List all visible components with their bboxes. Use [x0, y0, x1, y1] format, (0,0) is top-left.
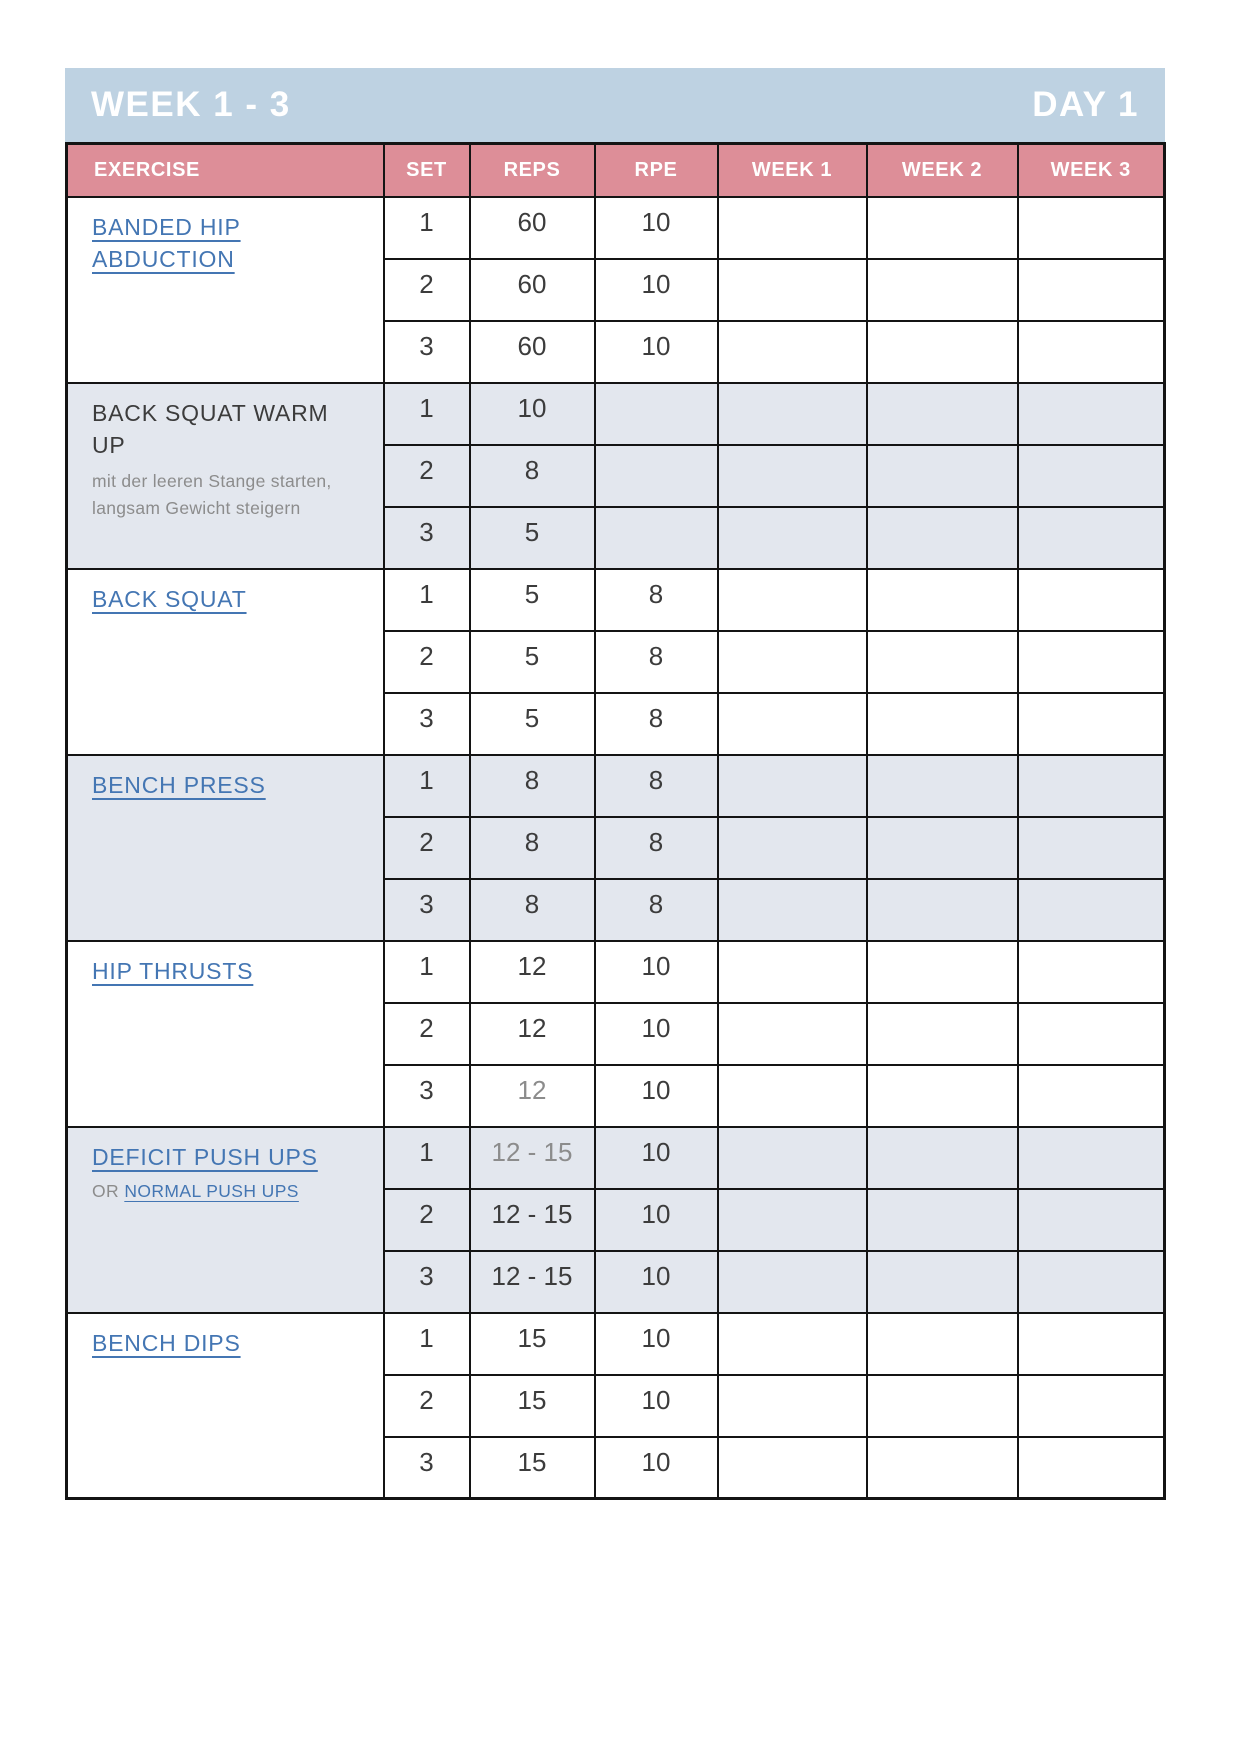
rpe-cell: 10	[595, 941, 718, 1003]
exercise-cell-banded-hip-abduction	[67, 197, 384, 383]
rpe-cell: 8	[595, 631, 718, 693]
reps-cell: 5	[470, 631, 595, 693]
rpe-cell	[595, 445, 718, 507]
rpe-cell: 10	[595, 1127, 718, 1189]
week1-entry-cell	[718, 445, 867, 507]
exercise-cell-bench-press	[67, 755, 384, 941]
set-number-cell: 2	[384, 1189, 470, 1251]
reps-cell: 12	[470, 1065, 595, 1127]
rpe-cell: 8	[595, 755, 718, 817]
rpe-cell: 10	[595, 1251, 718, 1313]
week1-entry-cell	[718, 1437, 867, 1499]
week3-entry-cell	[1018, 1003, 1165, 1065]
reps-cell: 5	[470, 693, 595, 755]
week2-entry-cell	[867, 1003, 1018, 1065]
table-row	[67, 941, 1165, 1003]
rpe-cell: 10	[595, 1189, 718, 1251]
table-row	[67, 197, 1165, 259]
week3-entry-cell	[1018, 631, 1165, 693]
rpe-cell: 10	[595, 321, 718, 383]
exercise-cell-bench-dips	[67, 1313, 384, 1499]
rpe-cell: 10	[595, 1003, 718, 1065]
week3-entry-cell	[1018, 1189, 1165, 1251]
week3-entry-cell	[1018, 259, 1165, 321]
reps-cell: 15	[470, 1437, 595, 1499]
week3-entry-cell	[1018, 1251, 1165, 1313]
week2-entry-cell	[867, 1313, 1018, 1375]
week2-entry-cell	[867, 693, 1018, 755]
week2-entry-cell	[867, 1375, 1018, 1437]
reps-cell: 12 - 15	[470, 1127, 595, 1189]
week1-entry-cell	[718, 1127, 867, 1189]
reps-cell: 12	[470, 941, 595, 1003]
reps-cell: 8	[470, 879, 595, 941]
reps-cell: 15	[470, 1313, 595, 1375]
exercise-link-bench-dips[interactable]: BENCH DIPS	[92, 1329, 241, 1356]
header-row	[67, 144, 1165, 197]
week2-entry-cell	[867, 1127, 1018, 1189]
table-row	[67, 755, 1165, 817]
exercise-cell-back-squat	[67, 569, 384, 755]
rpe-cell: 10	[595, 1065, 718, 1127]
week2-entry-cell	[867, 1189, 1018, 1251]
rpe-cell: 10	[595, 197, 718, 259]
column-header-reps: REPS	[470, 144, 595, 197]
rpe-cell: 10	[595, 1313, 718, 1375]
rpe-cell: 8	[595, 693, 718, 755]
week1-entry-cell	[718, 817, 867, 879]
week2-entry-cell	[867, 259, 1018, 321]
reps-cell: 60	[470, 321, 595, 383]
week3-entry-cell	[1018, 507, 1165, 569]
reps-cell: 60	[470, 197, 595, 259]
week1-entry-cell	[718, 1065, 867, 1127]
week2-entry-cell	[867, 1437, 1018, 1499]
week1-entry-cell	[718, 1003, 867, 1065]
reps-cell: 8	[470, 445, 595, 507]
rpe-cell	[595, 507, 718, 569]
week3-entry-cell	[1018, 1065, 1165, 1127]
rpe-cell	[595, 383, 718, 445]
week1-entry-cell	[718, 383, 867, 445]
week2-entry-cell	[867, 941, 1018, 1003]
week2-entry-cell	[867, 755, 1018, 817]
reps-cell: 12 - 15	[470, 1189, 595, 1251]
rpe-cell: 8	[595, 879, 718, 941]
week3-entry-cell	[1018, 817, 1165, 879]
set-number-cell: 1	[384, 755, 470, 817]
table-row	[67, 1127, 1165, 1189]
column-header-rpe: RPE	[595, 144, 718, 197]
column-header-set: SET	[384, 144, 470, 197]
week1-entry-cell	[718, 321, 867, 383]
exercise-link-banded-hip-abduction[interactable]: BANDED HIP ABDUCTION	[92, 213, 241, 272]
table-row	[67, 569, 1165, 631]
week3-entry-cell	[1018, 1375, 1165, 1437]
set-number-cell: 2	[384, 1003, 470, 1065]
set-number-cell: 1	[384, 1313, 470, 1375]
week1-entry-cell	[718, 631, 867, 693]
exercise-title-back-squat-warm-up: BACK SQUAT WARM UP	[92, 399, 329, 458]
table-header	[67, 144, 1165, 197]
set-number-cell: 3	[384, 507, 470, 569]
week1-entry-cell	[718, 1375, 867, 1437]
set-number-cell: 3	[384, 1065, 470, 1127]
table-row	[67, 1313, 1165, 1375]
exercise-link-back-squat[interactable]: BACK SQUAT	[92, 585, 247, 612]
set-number-cell: 3	[384, 1251, 470, 1313]
reps-cell: 8	[470, 755, 595, 817]
column-header-week-2: WEEK 2	[867, 144, 1018, 197]
week2-entry-cell	[867, 1251, 1018, 1313]
exercise-cell-deficit-push-ups	[67, 1127, 384, 1313]
week2-entry-cell	[867, 817, 1018, 879]
reps-cell: 60	[470, 259, 595, 321]
reps-cell: 5	[470, 569, 595, 631]
week3-entry-cell	[1018, 445, 1165, 507]
week1-entry-cell	[718, 197, 867, 259]
set-number-cell: 1	[384, 569, 470, 631]
column-header-week-3: WEEK 3	[1018, 144, 1165, 197]
week1-entry-cell	[718, 1189, 867, 1251]
week3-entry-cell	[1018, 197, 1165, 259]
week3-entry-cell	[1018, 1437, 1165, 1499]
week2-entry-cell	[867, 383, 1018, 445]
set-number-cell: 1	[384, 383, 470, 445]
week3-entry-cell	[1018, 755, 1165, 817]
set-number-cell: 1	[384, 197, 470, 259]
reps-cell: 15	[470, 1375, 595, 1437]
rpe-cell: 8	[595, 817, 718, 879]
workout-table	[65, 142, 1166, 1500]
week3-entry-cell	[1018, 693, 1165, 755]
week1-entry-cell	[718, 507, 867, 569]
reps-cell: 12 - 15	[470, 1251, 595, 1313]
week2-entry-cell	[867, 197, 1018, 259]
week2-entry-cell	[867, 321, 1018, 383]
set-number-cell: 3	[384, 321, 470, 383]
set-number-cell: 1	[384, 1127, 470, 1189]
rpe-cell: 10	[595, 1437, 718, 1499]
week3-entry-cell	[1018, 383, 1165, 445]
set-number-cell: 2	[384, 1375, 470, 1437]
set-number-cell: 3	[384, 693, 470, 755]
exercise-cell-hip-thrusts	[67, 941, 384, 1127]
reps-cell: 10	[470, 383, 595, 445]
week2-entry-cell	[867, 445, 1018, 507]
week2-entry-cell	[867, 879, 1018, 941]
exercise-link-normal-push-ups[interactable]: NORMAL PUSH UPS	[124, 1180, 299, 1201]
workout-sheet	[65, 68, 1165, 1500]
day-title: DAY 1	[1032, 85, 1139, 124]
exercise-link-deficit-push-ups[interactable]: DEFICIT PUSH UPS	[92, 1143, 318, 1170]
week1-entry-cell	[718, 569, 867, 631]
reps-cell: 8	[470, 817, 595, 879]
set-number-cell: 2	[384, 445, 470, 507]
week2-entry-cell	[867, 569, 1018, 631]
exercise-cell-back-squat-warm-up	[67, 383, 384, 569]
week1-entry-cell	[718, 941, 867, 1003]
or-label: OR	[92, 1180, 125, 1201]
column-header-exercise: EXERCISE	[67, 144, 384, 197]
reps-cell: 12	[470, 1003, 595, 1065]
set-number-cell: 2	[384, 817, 470, 879]
rpe-cell: 8	[595, 569, 718, 631]
week1-entry-cell	[718, 259, 867, 321]
set-number-cell: 2	[384, 631, 470, 693]
week3-entry-cell	[1018, 879, 1165, 941]
week3-entry-cell	[1018, 1127, 1165, 1189]
week3-entry-cell	[1018, 941, 1165, 1003]
week1-entry-cell	[718, 755, 867, 817]
week3-entry-cell	[1018, 321, 1165, 383]
title-banner	[65, 68, 1165, 142]
week1-entry-cell	[718, 1313, 867, 1375]
exercise-subtitle: mit der leeren Stange starten, langsam Gewicht steigern	[92, 470, 332, 518]
set-number-cell: 2	[384, 259, 470, 321]
column-header-week-1: WEEK 1	[718, 144, 867, 197]
week1-entry-cell	[718, 693, 867, 755]
rpe-cell: 10	[595, 1375, 718, 1437]
week2-entry-cell	[867, 507, 1018, 569]
table-body	[67, 197, 1165, 1499]
week3-entry-cell	[1018, 1313, 1165, 1375]
week3-entry-cell	[1018, 569, 1165, 631]
week-range-title: WEEK 1 - 3	[91, 85, 291, 124]
reps-cell: 5	[470, 507, 595, 569]
set-number-cell: 3	[384, 1437, 470, 1499]
set-number-cell: 3	[384, 879, 470, 941]
alternative-exercise-line	[92, 1181, 369, 1202]
week2-entry-cell	[867, 1065, 1018, 1127]
week1-entry-cell	[718, 879, 867, 941]
week1-entry-cell	[718, 1251, 867, 1313]
table-row	[67, 383, 1165, 445]
rpe-cell: 10	[595, 259, 718, 321]
week2-entry-cell	[867, 631, 1018, 693]
exercise-link-hip-thrusts[interactable]: HIP THRUSTS	[92, 957, 254, 984]
set-number-cell: 1	[384, 941, 470, 1003]
exercise-link-bench-press[interactable]: BENCH PRESS	[92, 771, 266, 798]
